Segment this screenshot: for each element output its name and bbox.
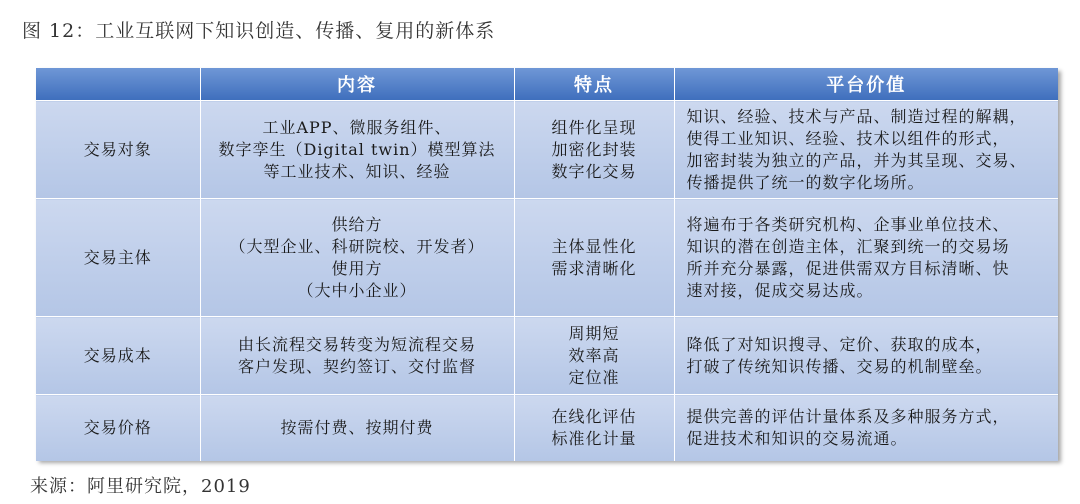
feature-line: 组件化呈现 [551,117,637,137]
content-cell [200,101,514,199]
content-line: 供给方 [331,214,383,234]
header-blank [36,68,200,101]
value-line: 加密封装为独立的产品，并为其呈现、交易、 [686,150,1027,170]
table-row [36,199,1058,317]
content-line: 由长流程交易转变为短流程交易 [237,334,476,354]
value-cell [674,199,1058,317]
feature-line: 加密化封装 [551,139,637,159]
content-cell [200,395,514,461]
row-label: 交易成本 [36,317,200,395]
value-line: 降低了对知识搜寻、定价、获取的成本， [686,334,993,354]
feature-line: 在线化评估 [551,406,637,426]
value-cell [674,395,1058,461]
feature-line: 效率高 [568,345,620,365]
comparison-table-container [36,68,1058,460]
content-line: 客户发现、契约签订、交付监督 [237,356,476,376]
value-line: 促进技术和知识的交易流通。 [686,428,908,448]
content-line: 数字孪生（Digital twin）模型算法 [218,139,496,159]
value-line: 打破了传统知识传播、交易的机制壁垒。 [686,356,993,376]
value-line: 提供完善的评估计量体系及多种服务方式， [686,406,1010,426]
feature-line: 周期短 [568,323,620,343]
content-line: 等工业技术、知识、经验 [263,161,451,181]
content-line: （大型企业、科研院校、开发者） [229,236,485,256]
comparison-table [36,68,1058,461]
value-line: 使得工业知识、经验、技术以组件的形式， [686,128,1010,148]
content-line: 按需付费、按期付费 [280,417,434,437]
value-line: 知识的潜在创造主体，汇聚到统一的交易场 [686,236,1010,256]
feature-line: 标准化计量 [551,428,637,448]
header-content: 内容 [200,68,514,101]
content-line: 使用方 [331,258,383,278]
header-features: 特点 [514,68,674,101]
row-label: 交易价格 [36,395,200,461]
value-line: 速对接，促成交易达成。 [686,280,874,300]
source-note: 来源：阿里研究院，2019 [30,476,251,497]
figure-title: 图 12：工业互联网下知识创造、传播、复用的新体系 [22,20,496,42]
feature-line: 数字化交易 [551,161,637,181]
content-line: （大中小企业） [297,280,417,300]
value-line: 所并充分暴露，促进供需双方目标清晰、快 [686,258,1010,278]
features-cell [514,395,674,461]
value-line: 将遍布于各类研究机构、企事业单位技术、 [686,214,1010,234]
row-label: 交易对象 [36,101,200,199]
table-header-row [36,68,1058,101]
table-row [36,395,1058,461]
feature-line: 主体显性化 [551,236,637,256]
header-platform-value: 平台价值 [674,68,1058,101]
value-cell [674,101,1058,199]
value-line: 传播提供了统一的数字化场所。 [686,172,925,192]
value-cell [674,317,1058,395]
features-cell [514,199,674,317]
row-label: 交易主体 [36,199,200,317]
content-cell [200,317,514,395]
content-line: 工业APP、微服务组件、 [262,117,452,137]
value-line: 知识、经验、技术与产品、制造过程的解耦， [686,106,1027,126]
features-cell [514,101,674,199]
table-row [36,101,1058,199]
table-row [36,317,1058,395]
features-cell [514,317,674,395]
content-cell [200,199,514,317]
feature-line: 需求清晰化 [551,258,637,278]
feature-line: 定位准 [568,367,620,387]
